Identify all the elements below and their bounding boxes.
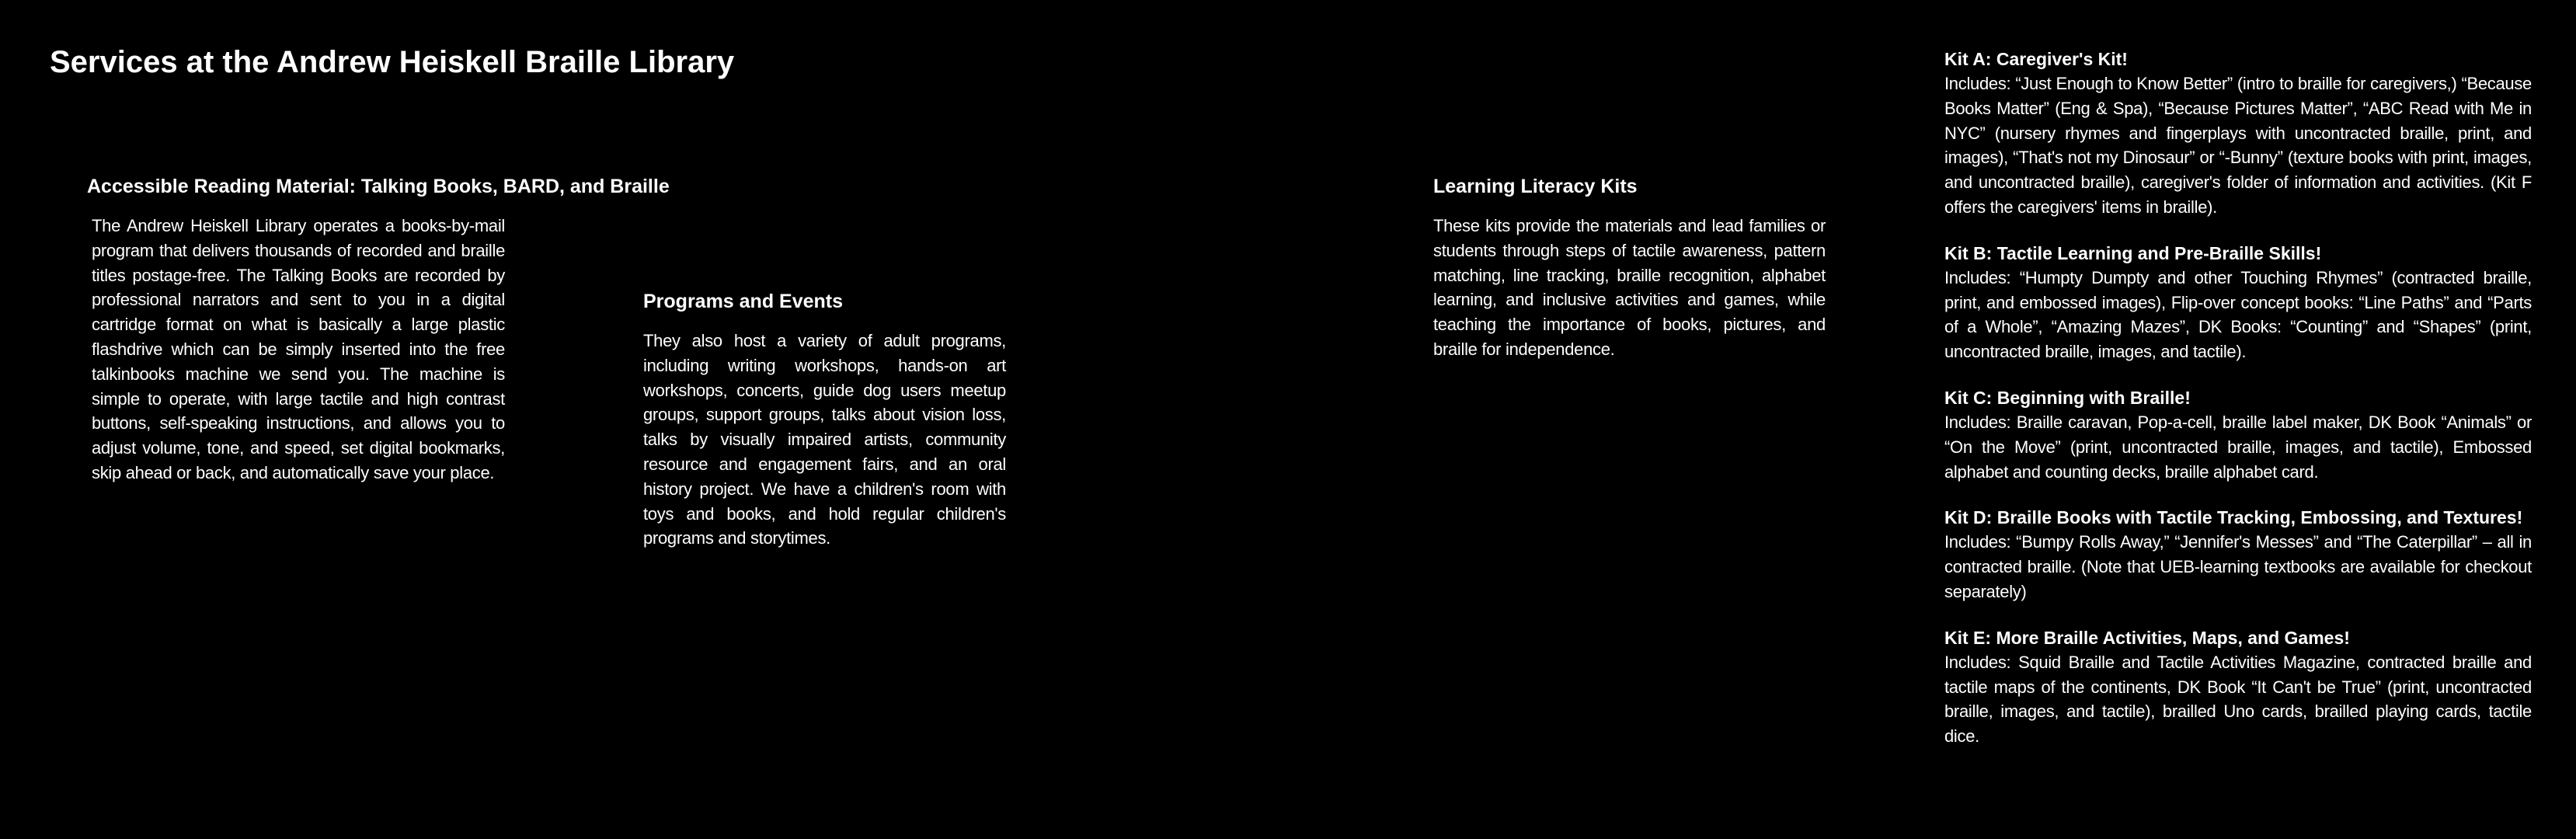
kit-title: Kit E: More Braille Activities, Maps, and Games! xyxy=(1944,627,2350,648)
section-body: They also host a variety of adult programs, including writing workshops, hands-on art workshops, concerts, guide dog users meetup groups, support groups, talks about vision loss, talks by visually impaired artists, community resource and engagement fairs, and an oral history project. We have a children's room with toys and books, and hold regular children's programs and storytimes. xyxy=(643,331,1006,548)
kit-description: Includes: “Humpty Dumpty and other Touching Rhymes” (contracted braille, print, and embossed images), Flip-over concept books: “Line Paths” and “Parts of a Whole”, “Amazing Mazes”, DK Books: “Counting” and “Shapes” (print, uncontracted braille, images, and tactile). xyxy=(1944,267,2532,362)
kit-description: Includes: Squid Braille and Tactile Activities Magazine, contracted braille and tactile maps of the continents, DK Book “It Can't be True” (print, uncontracted braille, images, and tactile), brailled Uno cards, brailled playing cards, tactile dice. xyxy=(1944,652,2532,747)
section-heading: Programs and Events xyxy=(643,291,844,312)
section-body: The Andrew Heiskell Library operates a books-by-mail program that delivers thousands of recorded and braille titles postage-free. The Talking Books are recorded by professional narrators and sent to you in a digital cartridge format on what is basically a large plastic flashdrive which can be simply inserted into the free talkinbooks machine we send you. The machine is simple to operate, with large tactile and high contrast buttons, self-speaking instructions, and allows you to adjust volume, tone, and speed, set digital bookmarks, skip ahead or back, and automatically save your place. xyxy=(92,216,505,482)
section-heading: Learning Literacy Kits xyxy=(1433,176,1638,197)
section-programs-events xyxy=(643,289,1008,551)
kit-item-b xyxy=(1944,241,2532,364)
kit-item-a xyxy=(1944,47,2532,220)
kit-item-e xyxy=(1944,625,2532,749)
kit-item-d xyxy=(1944,505,2532,604)
section-heading: Accessible Reading Material: Talking Books, BARD, and Braille xyxy=(87,176,670,197)
kit-title: Kit B: Tactile Learning and Pre-Braille Skills! xyxy=(1944,242,2322,263)
kit-item-c xyxy=(1944,385,2532,484)
section-accessible-reading xyxy=(87,174,670,486)
kit-title: Kit C: Beginning with Braille! xyxy=(1944,387,2191,408)
kit-title: Kit A: Caregiver's Kit! xyxy=(1944,49,2128,69)
kit-description: Includes: Braille caravan, Pop-a-cell, braille label maker, DK Book “Animals” or “On the Move” (print, uncontracted braille, images, and tactile), Embossed alphabet and counting decks, braille alphabet card. xyxy=(1944,412,2532,482)
kit-description: Includes: “Bumpy Rolls Away,” “Jennifer's Messes” and “The Caterpillar” – all in contracted braille. (Note that UEB-learning textbooks are available for checkout separately) xyxy=(1944,532,2532,601)
page-title: Services at the Andrew Heiskell Braille Library xyxy=(50,45,735,79)
section-learning-literacy-kits xyxy=(1433,174,1829,362)
kit-list xyxy=(1944,47,2532,770)
kit-title: Kit D: Braille Books with Tactile Tracking, Embossing, and Textures! xyxy=(1944,507,2523,528)
kit-description: Includes: “Just Enough to Know Better” (intro to braille for caregivers,) “Because Books Matter” (Eng & Spa), “Because Pictures Matter”, “ABC Read with Me in NYC” (nursery rhymes and fingerplays with uncontracted braille, print, and images), “That's not my Dinosaur” or “-Bunny” (texture books with print, images, and uncontracted braille), caregiver's folder of information and activities. (Kit F offers the caregivers' items in braille). xyxy=(1944,74,2532,217)
section-body: These kits provide the materials and lead families or students through steps of tactile awareness, pattern matching, line tracking, braille recognition, alphabet learning, and inclusive activities and games, while teaching the importance of books, pictures, and braille for independence. xyxy=(1433,216,1826,359)
